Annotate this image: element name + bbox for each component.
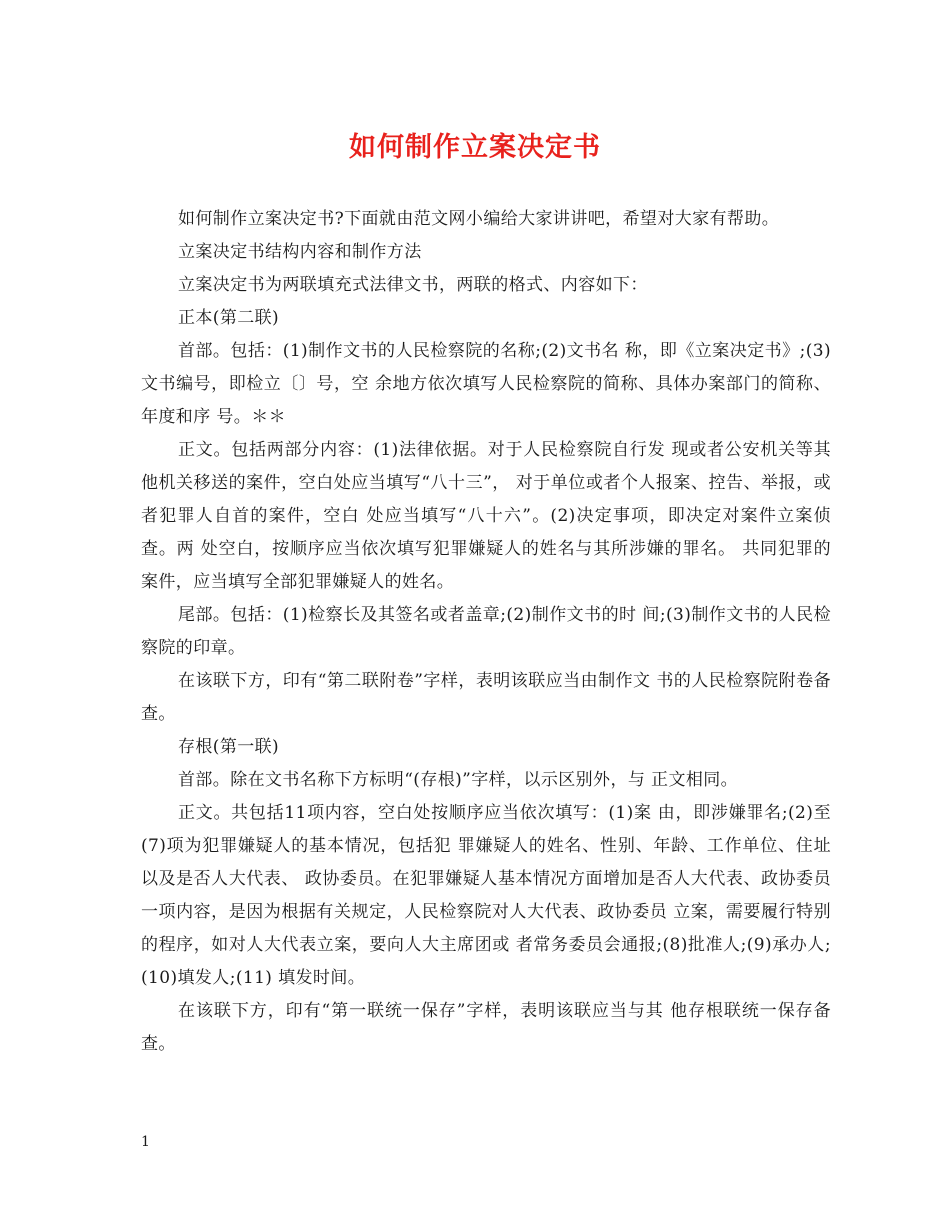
paragraph-intro: 如何制作立案决定书?下面就由范文网小编给大家讲讲吧，希望对大家有帮助。 — [178, 209, 780, 229]
paragraph-original-footer: 尾部。包括：(1)检察长及其签名或者盖章;(2)制作文书的时 间;(3)制作文书的人民检察院的印章。 — [141, 605, 831, 658]
paragraph-stub-heading: 存根(第一联) — [178, 737, 280, 757]
paragraph-original-note: 在该联下方，印有“第二联附卷”字样，表明该联应当由制作文 书的人民检察院附卷备查。 — [141, 671, 831, 724]
paragraph-original-body: 正文。包括两部分内容：(1)法律依据。对于人民检察院自行发 现或者公安机关等其他机关移送的案件，空白处应当填写“八十三”， 对于单位或者个人报案、控告、举报，或者犯罪人自首的案件，空白 处应当填写“八十六”。(2)决定事项，即决定对案件立案侦查。两 处空白，按顺序应当依次填写犯罪嫌疑人的姓名与其所涉嫌的罪名。 共同犯罪的案件，应当填写全部犯罪嫌疑人的姓名。 — [141, 440, 831, 592]
paragraph-stub-note: 在该联下方，印有“第一联统一保存”字样，表明该联应当与其 他存根联统一保存备查。 — [141, 1001, 831, 1054]
paragraph-original-copy-heading: 正本(第二联) — [178, 308, 280, 328]
paragraph-stub-header: 首部。除在文书名称下方标明“(存根)”字样，以示区别外，与 正文相同。 — [178, 770, 739, 790]
paragraph-original-header: 首部。包括：(1)制作文书的人民检察院的名称;(2)文书名 称，即《立案决定书》;(3)文书编号，即检立〔〕号，空 余地方依次填写人民检察院的简称、具体办案部门的简称、年度和序 号。＊＊ — [141, 341, 831, 427]
paragraph-section-heading: 立案决定书结构内容和制作方法 — [178, 242, 422, 262]
paragraph-format-description: 立案决定书为两联填充式法律文书，两联的格式、内容如下： — [178, 275, 648, 295]
document-title: 如何制作立案决定书 — [349, 132, 601, 163]
paragraph-stub-body: 正文。共包括11项内容，空白处按顺序应当依次填写：(1)案 由，即涉嫌罪名;(2)至(7)项为犯罪嫌疑人的基本情况，包括犯 罪嫌疑人的姓名、性别、年龄、工作单位、住址以及是否人大代表、 政协委员。在犯罪嫌疑人基本情况方面增加是否人大代表、政协委员一项内容，是因为根据有关规定，人民检察院对人大代表、政协委员 立案，需要履行特别的程序，如对人大代表立案，要向人大主席团或 者常务委员会通报;(8)批准人;(9)承办人;(10)填发人;(11) 填发时间。 — [141, 803, 831, 988]
page-number: 1 — [141, 1134, 150, 1150]
document-body — [141, 203, 831, 1061]
